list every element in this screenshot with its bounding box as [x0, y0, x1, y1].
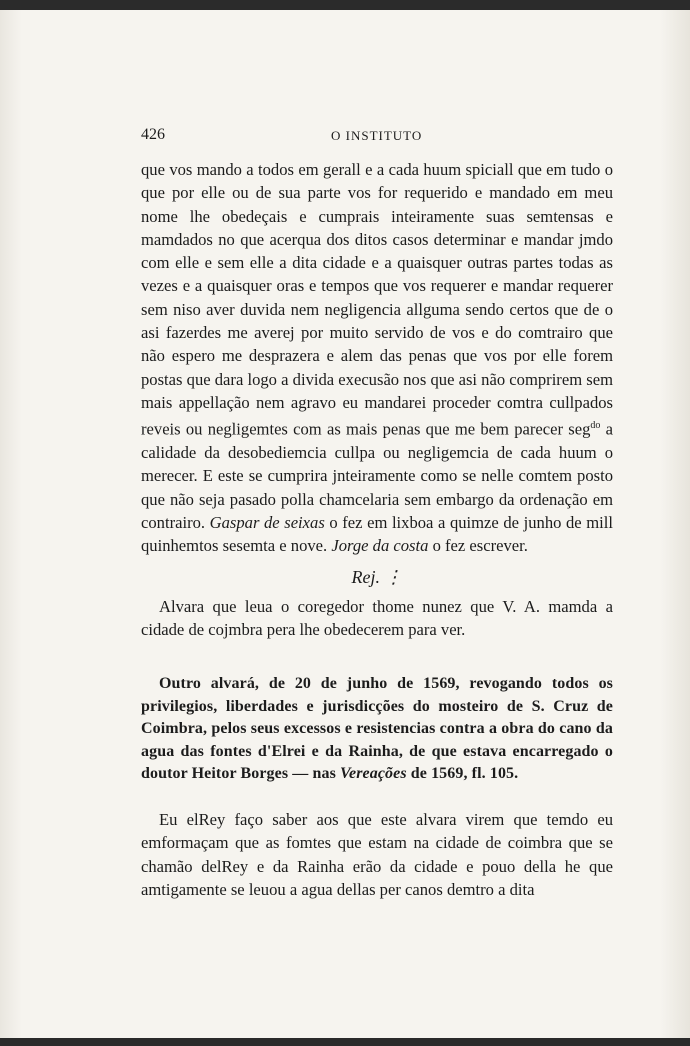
summary-text-a: Outro alvará, de 20 de junho de 1569, revogando todos os privilegios, liberdades e jurisdicções do mosteiro de S. Cruz de Coimbra, pelos seus excessos e resistencias contra a obra do cano da agua das fontes d'Elrei e da Rainha, de que estava encarregado o doutor Heitor Borges — nas [141, 675, 613, 783]
charter-paragraph: Eu elRey faço saber aos que este alvara virem que temdo eu emformaçam que as fomtes que estam na cidade de coimbra que se chamão delRey e da Rainha erão da cidade e pouo della he que amtigamente se leuou a agua dellas per canos demtro a dita [141, 809, 613, 899]
scan-top-edge [0, 0, 690, 10]
royal-signature: Rej. ⋮ [351, 566, 403, 587]
paragraph1-text-c: o fez em lixboa a quimze de junho de mill quinhemtos sesemta e nove. [141, 512, 613, 556]
scribe-name: Jorge da costa [331, 536, 429, 556]
abbreviation-superscript: do [590, 420, 601, 432]
paragraph-continued [141, 158, 613, 558]
paragraph1-text-b: a calidade da desobediemcia cullpa ou negligemcia de cada huum o merecer. E este se cumprira jnteiramente como se nelle comtem posto que não seja pasado polla chamcelaria sem embargo da ordenação em contrairo. [141, 419, 613, 532]
signer-name: Gaspar de seixas [209, 512, 325, 532]
paragraph1-text-a: que vos mando a todos em gerall e a cada huum spiciall que em tudo o que por elle ou de sua parte vos for requerido e mandado em meu nome lhe obedeçais e cumprais inteiramente suas semtensas e mamdados no que acerqua dos ditos casos determinar e mandar jmdo com elle e sem elle a dita cidade e a quaisquer outras partes todas as vezes e a quaisquer oras e tempos que vos requerer e mandar requerer sem niso aver duvida nem negligencia allguma sendo certos que de o asi fazerdes me averej por muito servido de vos e do comtrairo que não espero me desprazera e alem das penas que vos por elle forem postas que dara logo a divida execusão nos que asi não comprirem sem mais appellação nem agravo eu mandarei proceder comtra cullpados reveis ou negligemtes com as mais penas que me bem parecer seg [141, 160, 613, 439]
page-header [141, 126, 613, 148]
page-body [141, 158, 613, 901]
summary-text-b: de 1569, fl. 105. [406, 765, 519, 783]
source-title: Vereações [340, 765, 407, 783]
document-summary [141, 673, 613, 786]
paragraph1-text-d: o fez escrever. [428, 536, 528, 556]
scan-bottom-edge [0, 1038, 690, 1046]
running-title: O INSTITUTO [331, 128, 423, 143]
endorsement-paragraph: Alvara que leua o coregedor thome nunez que V. A. mamda a cidade de cojmbra pera lhe obedecerem para ver. [141, 596, 613, 640]
page-number: 426 [141, 126, 165, 143]
